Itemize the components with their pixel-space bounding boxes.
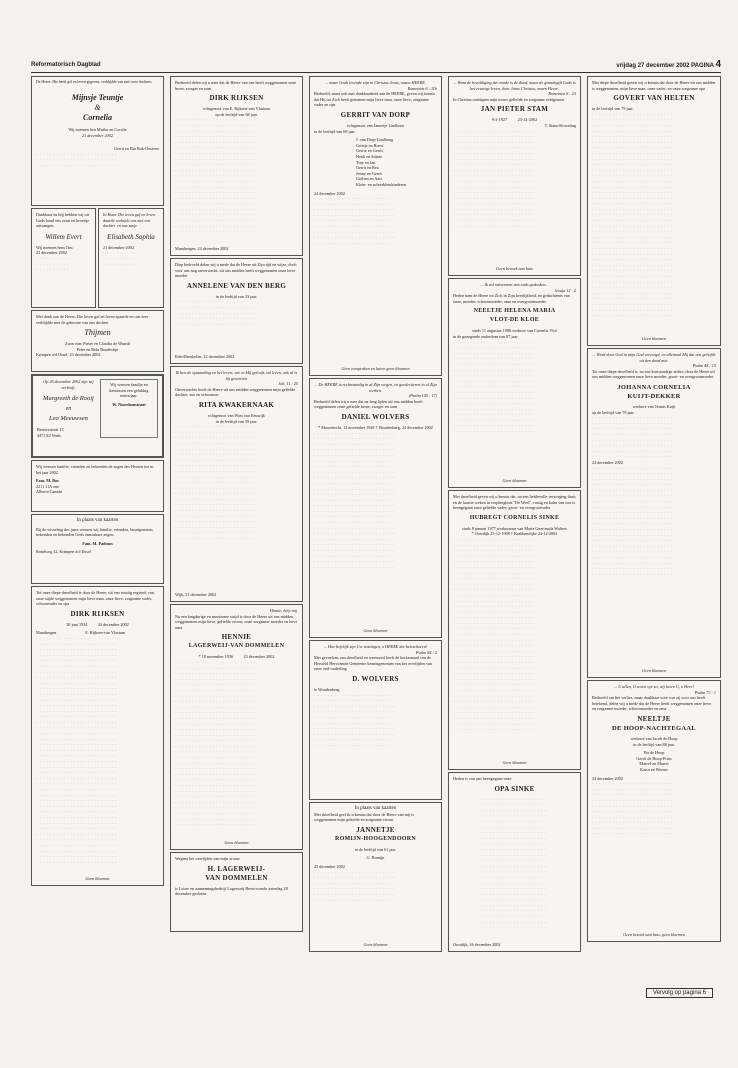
- obituary-daniel-wolvers: ... De HEERE is rechtvaardig in al Zijn wegen, en goedertieren in al Zijn werken. (Psalm 145 : 17) Bedroefd delen wij u mee dat na lang lijden uit ons midden heeft weggenomen onze geliefde broer, zwager en oom DANIEL WOLVERS * Moordrecht, 14 november 1928 † Woudenberg, 24 december 2002 · · · · · · · · · · · · · · · · · · · · · · · · · · · · · · · · · · · · · · · · · · · · · · · · · · · · · · · · · · · · · · · · · · · · · · · · · · · · · · · · · · · · · · · · · · · · · · · · · · · · · · · · · · · · · · · · · · · · · · · · · · · · · · · · · · · · · · · · · · · · · · · · · · · · · · · · · · · · · · · · · · · · · · · · · · · · · · · · · · · · · · · · · · · · · · · · · · · · · · · · · · · · · · · · · · · · · · · · · · · · · · · · · · · · · · · · · · · · · · · · · · · · · · · · · · · · · · · · · · · · · · · · · · · · · · · · · · · · · · · · · · · · · · · · · · · · · · · · · · · · · · · · · · · · · · · · · · · · · · · · · · · · · · · · · · · · · · · · · · · · · · · · · · · · · · · · · · · · · · · · · · · · · · · · · · · · · · · · · · · · · · · · · · · · · · · · · · · · · · · · · · · · · · · · · · · · · · · · · · · · · · · · · · · · · · · · · · · · · · · · · · · · · · · · · · · · · · · · · · · · · · · · · · · · · · · · · · · · · · · · · · · · · · · · · · · · · · · · · · · · · · · · · · · · · · · · · · · · · · · · · · · · · · · · · · · · · · · · · · · · · · · · · · · · · · · · · · · · · · · · · · · · · · · · · · · · · · · · · · · · · · · · · · · · · · · · · · · · · · · · Geen bloemen: [309, 378, 442, 638]
- page-date: vrijdag 27 december 2002 PAGINA 4: [616, 59, 721, 70]
- deceased-name: DIRK RIJKSEN: [209, 94, 264, 103]
- obituary-hennie-lagerweij: Hinnie, help mij. Na een langdurige en moeizame strijd is door de Heere uit ons midden weggenomen mijn lieve, geliefde vrouw, onze zorgzame moeder en lieve oma HENNIE LAGERWEIJ-VAN DOMMELEN * 18 november 1936 23 december 2002 · · · · · · · · · · · · · · · · · · · · · · · · · · · · · · · · · · · · · · · · · · · · · · · · · · · · · · · · · · · · · · · · · · · · · · · · · · · · · · · · · · · · · · · · · · · · · · · · · · · · · · · · · · · · · · · · · · · · · · · · · · · · · · · · · · · · · · · · · · · · · · · · · · · · · · · · · · · · · · · · · · · · · · · · · · · · · · · · · · · · · · · · · · · · · · · · · · · · · · · · · · · · · · · · · · · · · · · · · · · · · · · · · · · · · · · · · · · · · · · · · · · · · · · · · · · · · · · · · · · · · · · · · · · · · · · · · · · · · · · · · · · · · · · · · · · · · · · · · · · · · · · · · · · · · · · · · · · · · · · · · · · · · · · · · · · · · · · · · · · · · · · · · · · · · · · · · · · · · · · · · · · · · · · · · · · · · · · · · · · · · · · · · · · · · · · · · · · · · · · · · · · · · · · · · · · · · · · · · · · · · · · · · · · · · · · · · · · · · · · · · · · · · · · · · · · · · · · · · · · · · · · · · · · · · · · · · · · · · · · · · · · · · · · · · · · · · · · · · · · · · · · · · · · · · · · · · · · · · · · · · · · · · · · · · · · · · · · · · · · · · · · · · · · · · · · · · · · · · · · · · · · · · · · · · · · · · · · · · · · · · · · · · · · · · · · · · · · · · · · · · · · · · · · · · · · · · · · · · · · · · · · · · · · · · · · · · · · · · · · · · · · · · · · · · · · · · · · · · · · · · · · · · · · · · · · · · · · · · · · · · · · · · · · · · · · · · · · · · · · · · · · · · · · · · · · · · · · · · · · · Geen bloemen: [170, 604, 303, 850]
- family-list: Pia de Hoop Gerrit de Hoop-Prins Marcel en Marret Karin en Werner: [636, 750, 672, 772]
- birth-announcement-willem: Dankbaar en blij hebben wij uit Gods hand ons zoon en broertje ontvangen Willem Evert Wij noemen hem Tim 23 december 2002 · · · · · · · · · · · · · · · · · · · · · · · · · · · · · ·: [31, 208, 96, 308]
- birth-announcement-thijmen: Met dank aan de Heere. Die leven gaf en leven spaarde en ons zeer verblijdde met de geboorte van ons dochter Thijmen Zoon van: Pieter en Claudia de Waardt Peter en Rida Boudestijn Krimpen a/d IJssel, 23 december 2002: [31, 310, 164, 372]
- deceased-name: OPA SINKE: [494, 784, 535, 793]
- deceased-name: JAN PIETER STAM: [480, 105, 549, 114]
- obituary-annelene: Diep bedroefd delen wij u mede dat de Heere uit Zijn tijd en wijze, doch voor ons nog onverwacht, uit ons midden heeft weggenomen onze lieve moeder ANNELENE VAN DEN BERG in de leeftijd van 33 jaar. · · · · · · · · · · · · · · · · · · · · · · · · · · · · · · · · · · · · · · · · · · · · · · · · · · · · · · · · · · · · · · · · · · · · · · · · · · · · · · · · · · · · · · · · · · · · · · · · · · · · · · · · · · · · · · · · · · · · · · · · Eder/Breukelen, 22 december 2002: [170, 258, 303, 364]
- obituary-hubregt-sinke: Met droefheid geven wij u kennis dat, na een liefdevolle verzorging thuis en de laatste weken in verpleeghuis "De Weel", rustig en kalm van ons is heengegaan onze geliefde vader, groot- en overgrootvader HUBREGT CORNELIS SINKE sinds 8 januari 1977 weduwnaar van Maria Geertruida Walters * Oostdijk 25-12-1908 † Krabbendijke 24-12-2002 · · · · · · · · · · · · · · · · · · · · · · · · · · · · · · · · · · · · · · · · · · · · · · · · · · · · · · · · · · · · · · · · · · · · · · · · · · · · · · · · · · · · · · · · · · · · · · · · · · · · · · · · · · · · · · · · · · · · · · · · · · · · · · · · · · · · · · · · · · · · · · · · · · · · · · · · · · · · · · · · · · · · · · · · · · · · · · · · · · · · · · · · · · · · · · · · · · · · · · · · · · · · · · · · · · · · · · · · · · · · · · · · · · · · · · · · · · · · · · · · · · · · · · · · · · · · · · · · · · · · · · · · · · · · · · · · · · · · · · · · · · · · · · · · · · · · · · · · · · · · · · · · · · · · · · · · · · · · · · · · · · · · · · · · · · · · · · · · · · · · · · · · · · · · · · · · · · · · · · · · · · · · · · · · · · · · · · · · · · · · · · · · · · · · · · · · · · · · · · · · · · · · · · · · · · · · · · · · · · · · · · · · · · · · · · · · · · · · · · · · · · · · · · · · · · · · · · · · · · · · · · · · · · · · · · · · · · · · · · · · · · · · · · · · · · · · · · · · · · · · · · · · · · · · · · · · · · · · · · · · · · · · · · · · · · · · · · · · · · · · · · · · · · · · · · · · · · · · · · · · · · · · · · · · · · · · · · · · · · · · · · · · · · · · · · · · · · · · · · · · · · · · · · · · · · · · · · · · · · · · · · · · · · · · · · · · · · · · · · · · · · · · · · · · · · · · · · · · · · · · · · · · · · · · · · · · · · · · · · · · · · · · · · · · · · · · · · · · · · · · · · · · · · · · · · · · · · · · · · · · · · · · · · · · · · · · · · · · · · · · · · · · · · · · · · · · · · · · · · · · · · · · · · · · · · · · · · · · · · · · · · · · · · · · · · · · · · · · · · · · · · · · · · · · · · · · · · · · · · · · · · · · · · · · · · · · · · · · · · · · Geen bloemen: [448, 490, 581, 770]
- deceased-name: ANNELENE VAN DEN BERG: [186, 281, 287, 290]
- deceased-name: NEELTJE HELENA MARIA: [473, 308, 556, 315]
- obituary-jan-pieter-stam: ... Want de bezoldiging der zonde is de dood, maar de genadegift Gods is het eeuwige leven, door Jezus Christus, onzen Heere. Romeinen 6 : 23 In Christus ontslapen mijn trouw geliefde en zorgzame echtgenoot JAN PIETER STAM 9-2-1927 23-12-2002 T. Stam-Slowaling · · · · · · · · · · · · · · · · · · · · · · · · · · · · · · · · · · · · · · · · · · · · · · · · · · · · · · · · · · · · · · · · · · · · · · · · · · · · · · · · · · · · · · · · · · · · · · · · · · · · · · · · · · · · · · · · · · · · · · · · · · · · · · · · · · · · · · · · · · · · · · · · · · · · · · · · · · · · · · · · · · · · · · · · · · · · · · · · · · · · · · · · · · · · · · · · · · · · · · · · · · · · · · · · · · · · · · · · · · · · · · · · · · · · · · · · · · · · · · · · · · · · · · · · · · · · · · · · · · · · · · · · · · · · · · · · · · · · · · · · · · · · · · · · · · · · · · · · · · · · · · · · · · · · · · · · · · · · · · · · · · · · · · · · · · · · · · · · · · · · · · · · · · · · · · · · · · · · · · · · · · · · · · · · · · · · · · · · · · · · · · · · · · · · · · · · · · · · · · · · · · · · · · · · · · · · · · · · · · · · · · · · · · · · · · · · Geen bezoek aan huis: [448, 76, 581, 276]
- new-year-wish-padmos: In plaats van kaarten Bij de wisseling des jaars wensen wij familie, vrienden, buurtgenoten, bekenden en bekenden Gods onmisbare zegen. Fam. M. Padmos Rondweg 32, Krimpen a/d IJssel: [31, 514, 164, 584]
- child-name: Willem Evert: [45, 232, 82, 241]
- deceased-name: DANIEL WOLVERS: [341, 412, 410, 421]
- page-number: 4: [715, 59, 721, 70]
- deceased-name: HUBREGT CORNELIS SINKE: [469, 514, 560, 521]
- obituary-neeltje-de-hoop: ... U allen, O zoven op/ zo, wij loven U, o Heer! Psalm 73 : 1 Bedroefd om het verlies, maar dankbaar voor wat zij voor ons heeft betekend, delen wij u mede dat de Heere heeft weggenomen onze lieve en zorgzame moeder, schoonmoeder en oma NEELTJE DE HOOP-NACHTEGAAL weduwe van Jacob de Hoop in de leeftijd van 88 jaar. Pia de Hoop Gerrit de Hoop-Prins Marcel en Marret Karin en Werner 24 december 2002 · · · · · · · · · · · · · · · · · · · · · · · · · · · · · · · · · · · · · · · · · · · · · · · · · · · · · · · · · · · · · · · · · · · · · · · · · · · · · · · · · · · · · · · · · · · · · · · · · · · · · · · · · · · · · · · · · · · · · · · · · · · · · · · · · · · · · · · · · · · · · · · · · · · · · · · · · · · · · · · · · · · · · · · · · · · · · · · · · · · · · · · · · · · · · · · · · · · · · · · · · · · · · · · · · · · · · · · · · · · · · · · · · · · · · · · · · · · · · · · · Geen bezoek aan huis, geen bloemen: [587, 680, 721, 942]
- deceased-name: NEELTJE: [637, 714, 671, 723]
- child-name: Mijnsje Teuntje: [71, 93, 124, 102]
- new-year-wish-bos: Wij wensen familie, vrienden en bekenden de zegen des Heeren toe in het jaar 2002. Fam. M. Bos 2211 11A ene Alberta Canada: [31, 460, 164, 512]
- birth-announcement-mirthe: De Heere. Hie heeft gel en leven gegeven, verblijdde van met twee dochters Mijnsje Teuntje & Cornelia Wij noemen hen Mirthe en Coralie 21 december 2002 Gerrit en Bia Bok-Oostvee · · · · · · · · · · · · · · · · · · · · · · · · · · · · · · · · · · · · · · · · · · · · · · · · · · · · · · · · · · · · · · · · · · · · · · · ·: [31, 76, 164, 206]
- masthead: [31, 58, 721, 73]
- deceased-name: DIRK RIJKSEN: [70, 609, 125, 618]
- obituary-govert-van-helten: Met diepe droefheid geven wij u kennis dat door de Heere uit ons midden is weggenomen, mijn lieve man, onze vader, en onze zorgzame opa GOVERT VAN HELTEN in de leeftijd van 79 jaar. · · · · · · · · · · · · · · · · · · · · · · · · · · · · · · · · · · · · · · · · · · · · · · · · · · · · · · · · · · · · · · · · · · · · · · · · · · · · · · · · · · · · · · · · · · · · · · · · · · · · · · · · · · · · · · · · · · · · · · · · · · · · · · · · · · · · · · · · · · · · · · · · · · · · · · · · · · · · · · · · · · · · · · · · · · · · · · · · · · · · · · · · · · · · · · · · · · · · · · · · · · · · · · · · · · · · · · · · · · · · · · · · · · · · · · · · · · · · · · · · · · · · · · · · · · · · · · · · · · · · · · · · · · · · · · · · · · · · · · · · · · · · · · · · · · · · · · · · · · · · · · · · · · · · · · · · · · · · · · · · · · · · · · · · · · · · · · · · · · · · · · · · · · · · · · · · · · · · · · · · · · · · · · · · · · · · · · · · · · · · · · · · · · · · · · · · · · · · · · · · · · · · · · · · · · · · · · · · · · · · · · · · · · · · · · · · · · · · · · · · · · · · · · · · · · · · · · · · · · · · · · · · · · · · · · · · · · · · · · · · · · · · · · · · · · · · · · · · · · · · · · · · · · · · · · · · · · · · · · · · · · · · · · · · · · · · · · · · · · · · · · · · · · · · · · · · · · · · · · · · · · · · · · · · · · · · · · · · · · · · · · · · · · · · · · · · · · · · · · · · · · · · · · · · · · · · · · · · · · · · · · · · · · · · · · · · · · · · · · · · · · · · · · · · · · · · · · · · · · · · · · · · · · · · · · · · · · · · · · · · · · · · · · · · · · · · · · · · · · · · · · · · · · · · · · · · · · · · · · · · · · · · · · · · · · · · · · · · · · · · · · · · · · · · · · · · · · · · · · · · · · · · · · · · · · · · · · · · · · · · · · · · · · · · · · · · · · · · · · · · · · · · · · · · · · · · · · · · · · · · · · · · · · · · · · · · · · · · · · · · · · · · · · · · · · · · · · · · · · · · · · · · · · · · · · · · · · · · · · · · · · · · · · · · Geen bloemen: [587, 76, 721, 346]
- continued-on-page-link[interactable]: Vervolg op pagina 6: [646, 988, 713, 998]
- birth-announcement-elisabeth: In Haar. Die leven gaf en leven daarde verbijde ons met een dochter en ons zusje Elisabeth Sophia 21 december 2002 · · · · · · · · · · · · · · · · · · · · · · · · · · · · · ·: [98, 208, 164, 308]
- paper-name: Reformatorisch Dagblad: [31, 62, 101, 68]
- obituary-gerrit-van-dorp: ... maar Gods levende zijn in Christus Jezus, onzen HEERE. Romeinen 6 : 11b Bedroefd, maar ook met dankbaarheid aan de HEERE, geven wij kennis dat Hij tot Zich heeft genomen mijn lieve man, onze lieve, zorgzame vader en opa GERRIT VAN DORP echtgenoot van Jannetje Lindhout in de leeftijd van 69 jaar. J. van Dorp-Lindhoug Grietje en Boest Gerrie en Gerrit Henk en Stijnie Tiny en Jan Gerrit en Bea Jenny en Gerrit Gotlien en Aart Klein- en achterkleinkinderen 24 december 2002 · · · · · · · · · · · · · · · · · · · · · · · · · · · · · · · · · · · · · · · · · · · · · · · · · · · · · · · · · · · · · · · · · · · · · · · · · · · · · · · · · · · · · · · · · · · · · · · · · · · · · · · · · · · · · · · · · · · · · · · · · · · · · · · · · · · · · · · · · · · · · · · · · · · · · · · · · · · · · · · · · · · · · · · · · · · · · · · · · · · · · · · · · · · · · · · · · · · · · · · · · · · · · · · · · · · · · · · · Geen toespraken en latere geen bloemen: [309, 76, 442, 376]
- deceased-name: HENNIE: [221, 633, 252, 642]
- obituary-opa-sinke: Heden is van ons heengegaan onze OPA SINKE · · · · · · · · · · · · · · · · · · · · · · · · · · · · · · · · · · · · · · · · · · · · · · · · · · · · · · · · · · · · · · · · · · · · · · · · · · · · · · · · · · · · · · · · · · · · · · · · · · · · · · · · · · · · · · · · · · · · · · · · · · · · · · · · · · · · · · · · · · · · · · · · · · · · · · · · · · · · · · · · · · · · · · · · · · · · · · · · · · · · · · · · · · · · · · · · · · · · · · · · · · · · · · · · · · · · · · · · · · · · · · · · · · · · · · · · · · · · · · · · · · · · · · · · · · · · · · · · · · · · · · · · · · · · · · · · · · · · · · · · · · · · · · · · · · · · · · · · · · · · · · · · · · · · · · · · · · · · · · · · · · · · · · · · · · · · · · · · · · · · · · · · · · · · · · · · · · · · · · · · · · · · · · · · · · · · · · · · · · · · · · · · · · · · · · · · · · · · · · · · · · · · · · · · · · · · · · · · · · · · · · · · · · · · · · · · · · · · · · · · · · · · · · · · · · · · · · · · Oostdijk, 26 december 2002: [448, 772, 581, 952]
- newspaper-page: [31, 58, 721, 1006]
- quote: De Heere. Hie heeft gel en leven gegeven, verblijdde van met twee dochters: [36, 80, 152, 84]
- obituary-dirk-rijksen-family: Bedroefd delen wij u mee dat de Heere van ons heeft weggenomen onze broer, zwager en oom DIRK RIJKSEN echtgenoot van E. Rijksen-van Vlastum op de leeftijd van 68 jaar. · · · · · · · · · · · · · · · · · · · · · · · · · · · · · · · · · · · · · · · · · · · · · · · · · · · · · · · · · · · · · · · · · · · · · · · · · · · · · · · · · · · · · · · · · · · · · · · · · · · · · · · · · · · · · · · · · · · · · · · · · · · · · · · · · · · · · · · · · · · · · · · · · · · · · · · · · · · · · · · · · · · · · · · · · · · · · · · · · · · · · · · · · · · · · · · · · · · · · · · · · · · · · · · · · · · · · · · · · · · · · · · · · · · · · · · · · · · · · · · · · · · · · · · · · · · · · · · · · · · · · · · · · · · · · · · · · · · · · · · · · · · · · · · · · · · · · · · · · · · · · · · · · · · · · · · · · · · · · · · · · · · · · · · · · · · · · · · · · · · · · · · · · · · · · · · · · · · · · · · · · · · · · · · · · · · · · · · · · · · · · · · · · · · · · · · · · · · · · · · · · · · · · · · · · · · · · · · · · · · · · · · · · · · · · · · · · · · · · · · · · · · · · · · · · · · · · · · · · · · · · · · · · · · · · · · · · · · · · · · · · · · · · · · · · · · · · · · · · · · · · · · · Maasbergen, 24 december 2002: [170, 76, 303, 256]
- deceased-name: RITA KWAKERNAAK: [198, 400, 275, 409]
- deceased-name: JOHANNA CORNELIA: [617, 383, 691, 391]
- obituary-johanna-kuijt: ... Word door God in mijn God verzorgd, en allemaal Mij dat ons geliefde uit den dood met. Psalm 48 : 15 Tot onze diepe droefheid is, na een kortstondige ziekte, door de Heere uit ons midden weggenomen onze lieve moeder, groot- en overgrootmoeder JOHANNA CORNELIA KUIJT-DEKKER weduwe van Teunis Kuijt op de leeftijd van 79 jaar. · · · · · · · · · · · · · · · · · · · · · · · · · · · · · · · · · · · · · · · · · · · · · · · · · · · · · · · · · · · · · · · · · · · · · · · · · · · · · · · · · · · · · · · · · · · · · · · · · · · · · · · · · · · · · · · · · · · · · · · · · · · · · · · · · · · · · · · · · · · · · · · · · · · · · · · · · · · · · · · · · · · · · · · · · · · · · · · · · · · · · · · · · · · · · · · · 24 december 2002 · · · · · · · · · · · · · · · · · · · · · · · · · · · · · · · · · · · · · · · · · · · · · · · · · · · · · · · · · · · · · · · · · · · · · · · · · · · · · · · · · · · · · · · · · · · · · · · · · · · · · · · · · · · · · · · · · · · · · · · · · · · · · · · · · · · · · · · · · · · · · · · · · · · · · · · · · · · · · · · · · · · · · · · · · · · · · · · · · · · · · · · · · · · · · · · · · · · · · · · · · · · · · · · · · · · · · · · · · · · · · · · · · · · · · · · · · · · · · · · · · · · · · · · · · · · · · · · · · · · · · · · · · · · · · · · · · · · · · · · · · · · · · · · · · · · · · · · · · · · · · · · · · · · · · · · · · · · · · · · · · · · · · · · · · · · · · · · · · · · · · · · · · · · · · · · · · · · · · · · · · · · · · · · · · · · · · · · · · · · · · · · · · · · · · · · · · · · · · · · · · · · · · · · · · · · · · · · · · · · · · · · · · · · · · · · · · · · · · · · · · · · · · · · · · · · · · · · · · · · · · · · · · · · · · · · · · · · · · · · · Geen bloemen: [587, 348, 721, 678]
- child-name-2: Cornelia: [83, 113, 112, 122]
- church-notice-wolvers: ... Hoe liefelijk zijn Uw woningen, o HEERE der heirscharen! Psalm 84 : 2 Met gevoelens van droefheid en weemoed heeft de kerkenraad van de Hersteld Hervormde Gemeente kennisgenomen van het overlijden van onze oud-ouderling D. WOLVERS te Woudenberg. · · · · · · · · · · · · · · · · · · · · · · · · · · · · · · · · · · · · · · · · · · · · · · · · · · · · · · · · · · · · · · · · · · · · · · · · · · · · · · · · · · · · · · · · · · · · · · · · · · · · · · · · · · · · · · · · · · · · · · · · · · · · · · · · · · · · · · · · · · · · · · · · · · · · · · · · · · · · · · · · · · · · · · · · · · · · · · · · · · · · · · · · · · · · · · · · · · · · · · · · · · · · · · · · · · · · · · · · · · · · · · · · · · · · · · · · · · · · · · · ·: [309, 640, 442, 800]
- engagement-announcement: Op 26 december 2002 zijn wij verlooft. Margreeth de Rooij en Leo Meeuwsen Beatrixstraat 15 4471 EJ Venlo Wij wensen familie en kennissen een gelukkig nieuwjaar. W. Noordamstraat: [31, 374, 164, 458]
- deceased-name: D. WOLVERS: [352, 674, 399, 683]
- obituary-jannetje-romijn: In plaats van kaarten Met droefheid geef ik u kennis dat door de Heere van mij is weggenomen mijn geliefde en zorgzame vrouw JANNETJE ROMIJN-HOOGENDOORN in de leeftijd van 61 jaar. G. Romijn 25 december 2002 · · · · · · · · · · · · · · · · · · · · · · · · · · · · · · · · · · · · · · · · · · · · · · · · · · · · · · · · · · · · · · · · · · · · · · · · · · · · · · · · · · · · · · · · · · · · · · · · · · · · · · · · · · · · · · · · · · · · · · · · · · · · · · · · · · · · · · · · · · · · · · · · Geen bloemen: [309, 802, 442, 952]
- deceased-name: JANNETJE: [356, 825, 395, 834]
- obituary-neeltje-vlot: ... Ik zal ontvermen van ouds gedenken... Jesaja 12 : 2 Heden nam de Heere tot Zich in Zijn heerlijkheid, en gedachtenis van onze, moeder, schoonmoeder, oma en overgrootmoeder NEELTJE HELENA MARIA VLOT-DE KLOE sinds 11 augustus 1986 weduwe van Cornelis Vlot in de gezegende ouderdom van 87 jaar. · · · · · · · · · · · · · · · · · · · · · · · · · · · · · · · · · · · · · · · · · · · · · · · · · · · · · · · · · · · · · · · · · · · · · · · · · · · · · · · · · · · · · · · · · · · · · · · · · · · · · · · · · · · · · · · · · · · · · · · · · · · · · · · · · · · · · · · · · · · · · · · · · · · · · · · · · · · · · · · · · · · · · · · · · · · · · · · · · · · · · · · · · · · · · · · · · · · · · · · · · · · · · · · · · · · · · · · · · · · · · · · · · · · · · · · · · · · · · · · · · · · · · · · · · · · · · · · · · · · · · · · · · · · · · · · · · · · · · · · · · · · · · · · · · · · · · · · · · · · · · · · · · · · · · · · · · · · · · · · · · · · · · · · · · · · · · · · · · · · · · · · · · · · · · · · · · · · · · · · · · · · · · · · · · · · · · · · · · · · · · · · · · · · · · · · · · · · · · · · · · · · · · · · · Geen bloemen: [448, 278, 581, 488]
- family-list: J. van Dorp-Lindhoug Grietje en Boest Gerrie en Gerrit Henk en Stijnie Tiny en Jan Gerrit en Bea Jenny en Gerrit Gotlien en Aart Klein- en achterkleinkinderen: [356, 137, 406, 187]
- obituary-dirk-rijksen: Tot onze diepe droefheid is door de Heere, uit een erustig regiend, van onze stijde weggenomen mijn lieve man, onze lieve, zorgzame vader, schoonvader en opa DIRK RIJKSEN 30 juni 1934 24 december 2002 Maasbergen E. Rijksen-van Vlastum · · · · · · · · · · · · · · · · · · · · · · · · · · · · · · · · · · · · · · · · · · · · · · · · · · · · · · · · · · · · · · · · · · · · · · · · · · · · · · · · · · · · · · · · · · · · · · · · · · · · · · · · · · · · · · · · · · · · · · · · · · · · · · · · · · · · · · · · · · · · · · · · · · · · · · · · · · · · · · · · · · · · · · · · · · · · · · · · · · · · · · · · · · · · · · · · · · · · · · · · · · · · · · · · · · · · · · · · · · · · · · · · · · · · · · · · · · · · · · · · · · · · · · · · · · · · · · · · · · · · · · · · · · · · · · · · · · · · · · · · · · · · · · · · · · · · · · · · · · · · · · · · · · · · · · · · · · · · · · · · · · · · · · · · · · · · · · · · · · · · · · · · · · · · · · · · · · · · · · · · · · · · · · · · · · · · · · · · · · · · · · · · · · · · · · · · · · · · · · · · · · · · · · · · · · · · · · · · · · · · · · · · · · · · · · · · · · · · · · · · · · · · · · · · · · · · · · · · · · · · · · · · · · · · · · · · · · · · · · · · · · · · · · · · · · · · · · · · · · · · · · · · · · · · · · · · · · · · · · · · · · · · · · · · · · · · · · · · · · · · · · · · · · · · · · · · · · · · · · · · · · · · · · · · · · · · · · · · · · · · · · · · · · · · · · · · · · · · · · · · · · · · · · · · · · · · · · · · · · · · · · · · · · · · · · · · · · · · · · · · · · · · · · · · · · · · · · · · · · · · · · · · · · · · · · · · · · · · · · · · · · · · · · · · · · · · · · · · · · · · · · · · · · · · · · · · · · · · · · · · · · · · · · · · · · · · · · · · · · · · · · · · · · · · · · · · · · · · · · · · · · · · · · · · · · · · · · · · · · · · · · · · · · · · · · · · · · · · · · · · · · · · · · · · · · · · · · · · · · · · · · · · · · · · · · · · · · · · · · · · · · · · · · · · · · · · · · · · · · · · · · · · · · · · · · · · · · · · · · · · · · · · · · · · · · · · · · · · · · · · · · · · · · · · · · · · · · · · · · · · · · · · · · · · · · · · · · · · · · · · · · · · · · · · · · · · · · · · · · · · · · · · · · · · · · · · · · · · · · · · · · · · Geen bloemen: [31, 586, 164, 886]
- closure-notice-lagerweij: Wegens het overlijden van mijn vrouw H. LAGERWEIJ- VAN DOMMELEN is Loon- en aannemingsbedrijf Lagerweij Beest-woude zaterdag 28 december gesloten.: [170, 852, 303, 932]
- child-name: Elisabeth Sophia: [107, 232, 155, 241]
- deceased-name: GOVERT VAN HELTEN: [613, 94, 695, 103]
- obituary-rita-kwakernaak: Ik ben de opstanding en het leven; wie in Mij gelooft, zal leven, ook al is hij gestorven Joh. 11 : 25 Onverwachts heeft de Heere uit ons midden weggenomen mijn geliefde dochter, zus en schoonzus RITA KWAKERNAAK echtgenoot van Wim van Eeuwijk in de leeftijd van 59 jaar. · · · · · · · · · · · · · · · · · · · · · · · · · · · · · · · · · · · · · · · · · · · · · · · · · · · · · · · · · · · · · · · · · · · · · · · · · · · · · · · · · · · · · · · · · · · · · · · · · · · · · · · · · · · · · · · · · · · · · · · · · · · · · · · · · · · · · · · · · · · · · · · · · · · · · · · · · · · · · · · · · · · · · · · · · · · · · · · · · · · · · · · · · · · · · · · · · · · · · · · · · · · · · · · · · · · · · · · · · · · · · · · · · · · · · · · · · · · · · · · · · · · · · · · · · · · · · · · · · · · · · · · · · · · · · · · · · · · · · · · · · · · · · · · · · · · · · · · · · · · · · · · · · · · · · · · · · · · · · · · · · · · · · · · · · · · · · · · · · · · · · · · · · · · · · · · · · · · · · · · · · · · · · · · · · · · · · · · · · · · · · · · · · · · · · · · · · · · · · · · · · · · · · · · · · · · · · · · · · · · · · · · · · · · · · · · · · · · · · · · · · · · · · · · · · · · · · · · · · · · · · · · · · · · · · · · · · · · · · · · · · · · · · · · · · · · · · · · · · · · · · · · · Wijk, 21 december 2002: [170, 366, 303, 602]
- child-name: Thijmen: [84, 328, 111, 338]
- deceased-name: GERRIT VAN DORP: [340, 110, 411, 119]
